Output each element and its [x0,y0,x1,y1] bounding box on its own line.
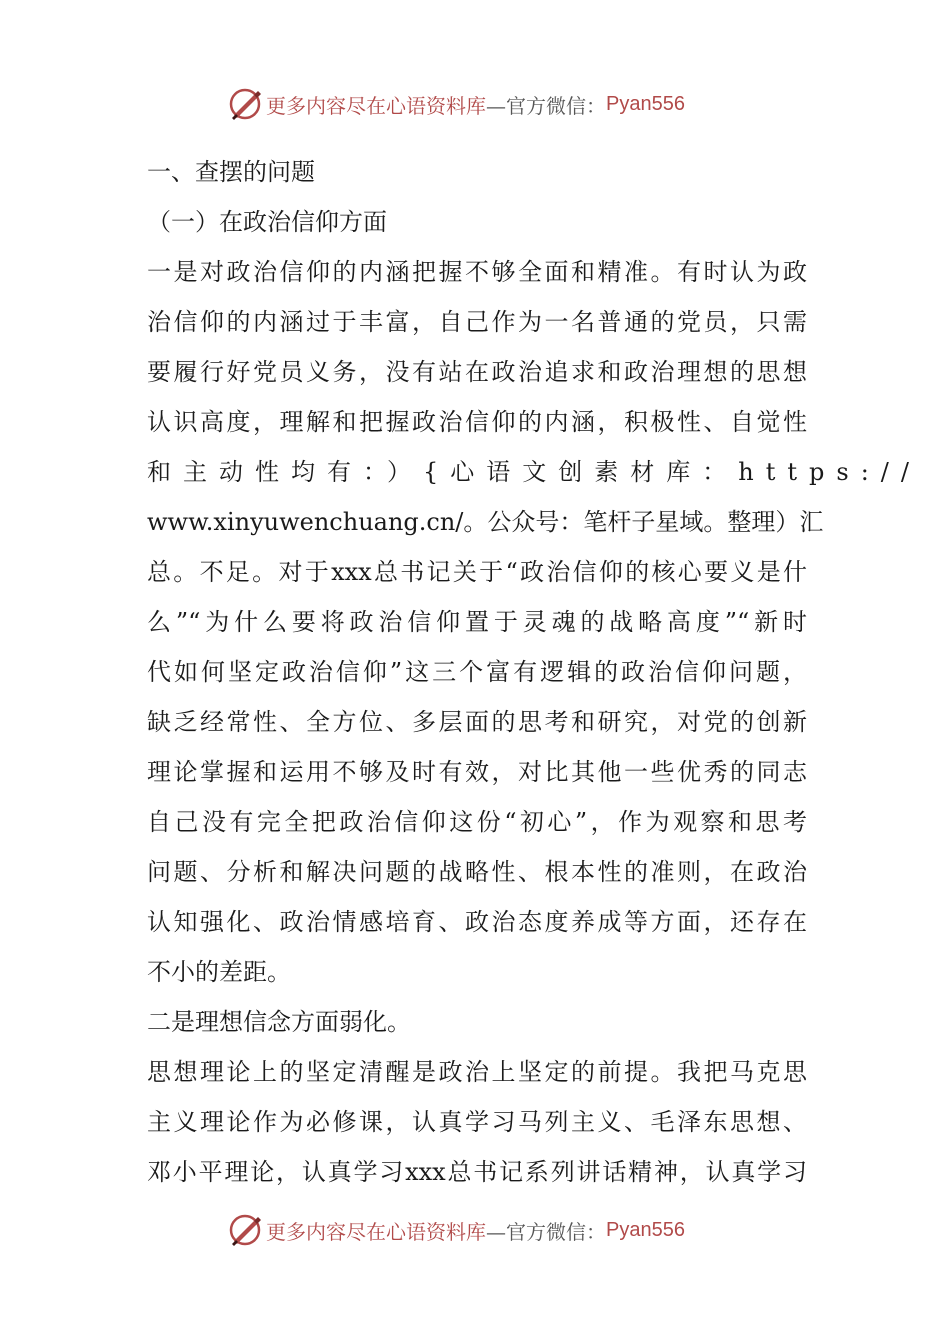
footer-watermark [228,1210,685,1250]
watermark-separator: —官方微信： [486,93,606,118]
watermark-account: Pyan556 [606,1218,685,1241]
watermark-separator: —官方微信： [486,1219,606,1244]
document-body [147,147,921,1197]
paragraph-line: 缺乏经常性、全方位、多层面的思考和研究，对党的创新 [147,708,807,736]
paragraph-line: 邓小平理论，认真学习xxx总书记系列讲话精神，认真学习 [147,1158,807,1186]
paragraph-heading: 二是理想信念方面弱化。 [147,1008,411,1036]
paragraph-line: 理论掌握和运用不够及时有效，对比其他一些优秀的同志 [147,758,807,786]
paragraph-line: 代如何坚定政治信仰”这三个富有逻辑的政治信仰问题， [147,658,807,686]
paragraph-line: 思想理论上的坚定清醒是政治上坚定的前提。我把马克思 [147,1058,807,1086]
header-watermark [228,84,685,124]
section-heading: 一、查摆的问题 [147,158,315,186]
paragraph-line: 要履行好党员义务，没有站在政治追求和政治理想的思想 [147,358,807,386]
paragraph-line: 总。不足。对于xxx总书记关于“政治信仰的核心要义是什 [147,558,807,586]
paragraph-line: 主义理论作为必修课，认真学习马列主义、毛泽东思想、 [147,1108,807,1136]
paragraph-line: 认知强化、政治情感培育、政治态度养成等方面，还存在 [147,908,807,936]
pen-logo-icon [228,87,262,121]
paragraph-line: www.xinyuwenchuang.cn/。公众号：笔杆子星域。整理）汇 [147,508,824,536]
subsection-heading: （一）在政治信仰方面 [147,208,387,236]
watermark-text: 更多内容尽在心语资料库 [266,1219,486,1244]
paragraph-line: 自己没有完全把政治信仰这份“初心”，作为观察和思考 [147,808,807,836]
watermark-text: 更多内容尽在心语资料库 [266,93,486,118]
pen-logo-icon [228,1213,262,1247]
watermark-account: Pyan556 [606,92,685,115]
paragraph-line: 和主动性均有：）{心语文创素材库：https:// [147,458,921,486]
paragraph-line: 不小的差距。 [147,958,291,986]
paragraph-line: 问题、分析和解决问题的战略性、根本性的准则，在政治 [147,858,807,886]
paragraph-line: 么”“为什么要将政治信仰置于灵魂的战略高度”“新时 [147,608,807,636]
paragraph-line: 治信仰的内涵过于丰富，自己作为一名普通的党员，只需 [147,308,807,336]
paragraph-line: 一是对政治信仰的内涵把握不够全面和精准。有时认为政 [147,258,807,286]
paragraph-line: 认识高度，理解和把握政治信仰的内涵，积极性、自觉性 [147,408,807,436]
